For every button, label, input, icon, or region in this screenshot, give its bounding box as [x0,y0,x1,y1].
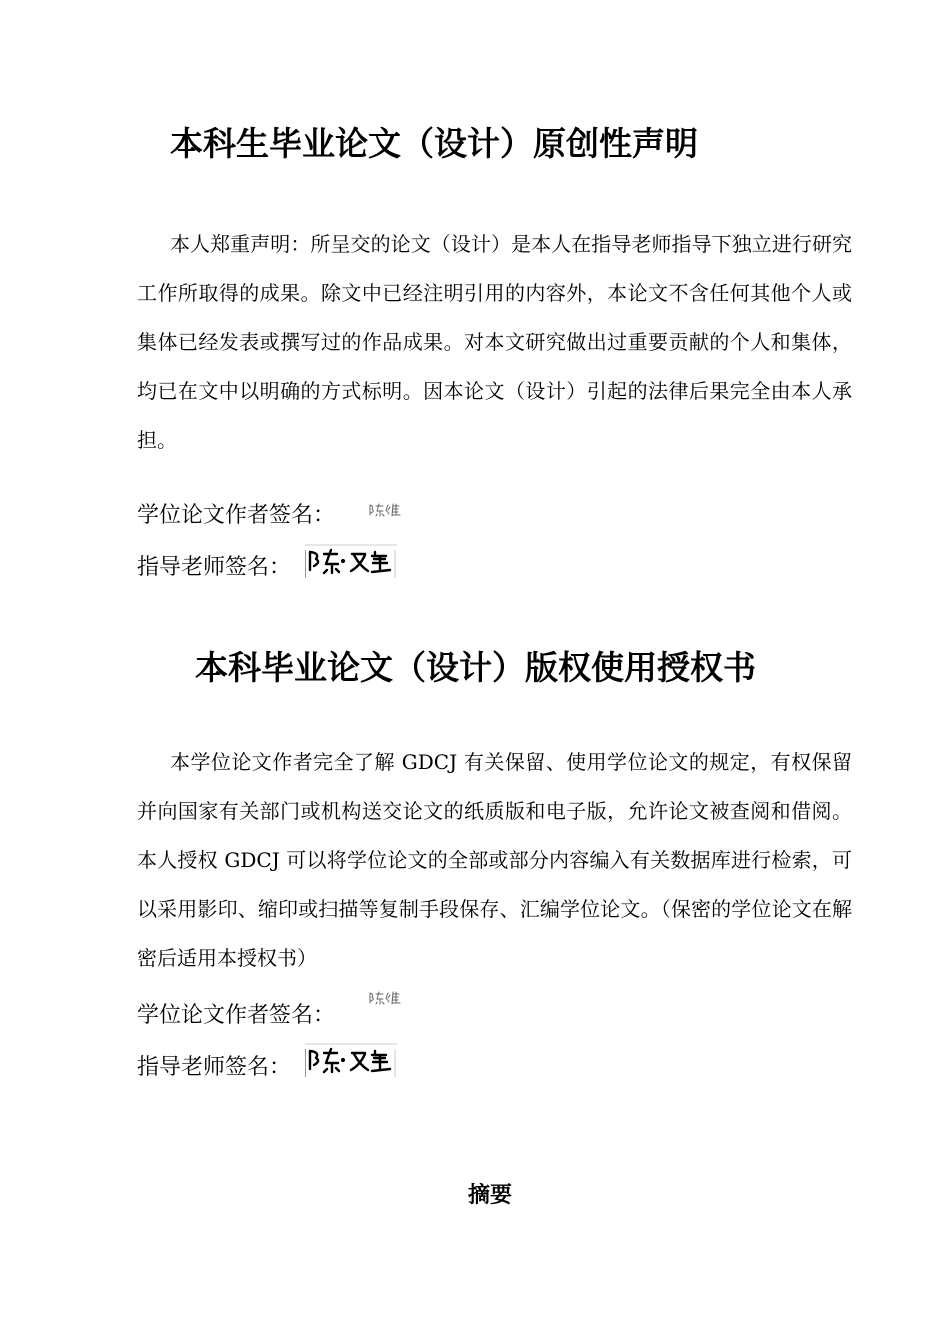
authorization-advisor-signature-row [137,1052,291,1084]
authorization-body: 本学位论文作者完全了解 GDCJ 有关保留、使用学位论文的规定，有权保留并向国家有关部门或机构送交论文的纸质版和电子版，允许论文被查阅和借阅。本人授权 GDCJ 可以将学位论文的全部或部分内容编入有关数据库进行检索，可以采用影印、缩印或扫描等复制手段保存、汇编学位论文。（保密的学位论文在解密后适用本授权书） [137,750,852,970]
advisor-handwritten-signature-image [305,1043,397,1077]
declaration-author-signature-row [137,500,335,532]
advisor-signature-label: 指导老师签名： [137,555,292,580]
author-signature-label: 学位论文作者签名： [137,1003,336,1028]
abstract-heading: 摘要 [468,1183,513,1208]
author-handwritten-signature-image [368,990,402,1006]
declaration-advisor-signature-row [137,552,291,584]
advisor-signature-label: 指导老师签名： [137,1055,292,1080]
declaration-body: 本人郑重声明：所呈交的论文（设计）是本人在指导老师指导下独立进行研究工作所取得的成果。除文中已经注明引用的内容外，本论文不含任何其他个人或集体已经发表或撰写过的作品成果。对本文研究做出过重要贡献的个人和集体，均已在文中以明确的方式标明。因本论文（设计）引起的法律后果完全由本人承担。 [137,232,852,452]
authorization-title: 本科毕业论文（设计）版权使用授权书 [195,648,756,687]
authorization-author-signature-row [137,1000,335,1032]
author-signature-label: 学位论文作者签名： [137,503,336,528]
author-handwritten-signature-image [368,502,402,518]
declaration-title: 本科生毕业论文（设计）原创性声明 [170,124,698,163]
advisor-handwritten-signature-image [305,544,397,578]
